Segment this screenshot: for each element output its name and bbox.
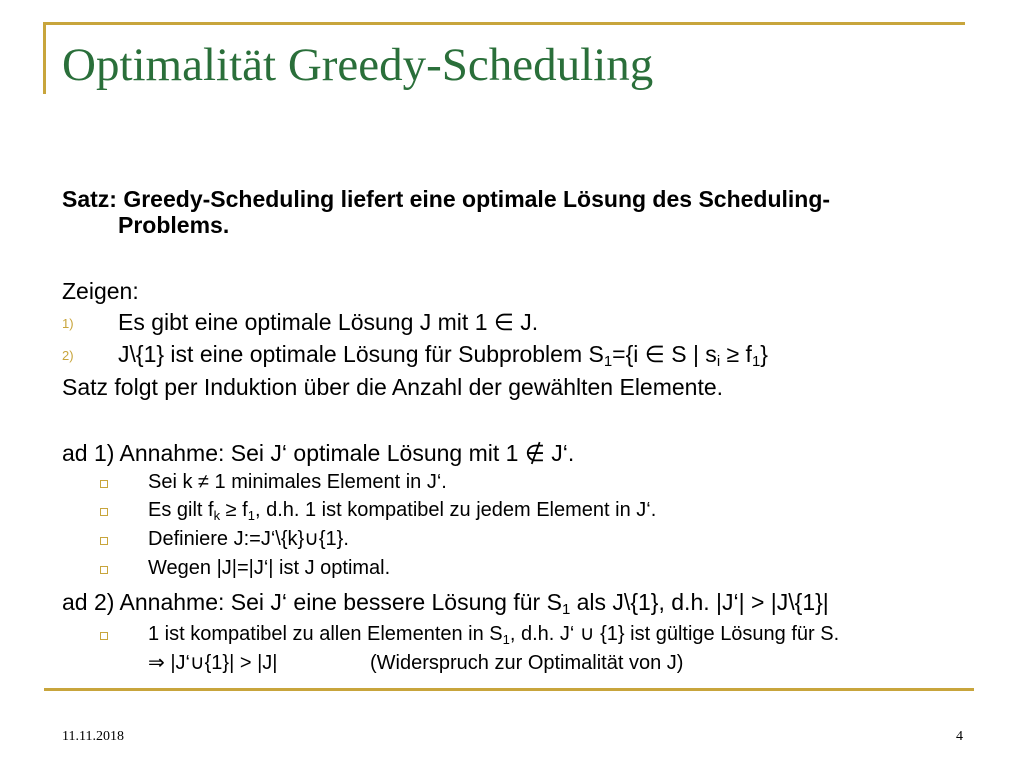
ad1-bullet-1: Sei k ≠ 1 minimales Element in J‘. — [148, 471, 447, 493]
footer-date: 11.11.2018 — [62, 729, 124, 744]
ad1-bullet-2-part3: , d.h. 1 ist kompatibel zu jedem Element in J‘. — [254, 499, 657, 521]
footer-rule — [44, 688, 974, 691]
ad1-bullet-4: Wegen |J|=|J‘| ist J optimal. — [148, 557, 391, 579]
satz-line-2: Problems. — [118, 212, 230, 238]
bullet-square-icon — [100, 566, 108, 574]
ad1-bullet-2-sub-1: 1 — [247, 508, 255, 523]
decorative-frame-horizontal — [43, 22, 965, 25]
bullet-square-icon — [100, 508, 108, 516]
list-item-2-part3: ≥ f — [720, 341, 752, 367]
ad1-bullet-2-sub-k: k — [213, 508, 221, 523]
footer-page-number: 4 — [956, 729, 963, 744]
bullet-square-icon — [100, 480, 108, 488]
ad1-bullet-2-part2: ≥ f — [220, 499, 248, 521]
ad1-bullet-2-part1: Es gilt f — [148, 499, 214, 521]
ad2-heading-part1: ad 2) Annahme: Sei J‘ eine bessere Lösung für S — [62, 589, 562, 615]
ad1-bullet-3: Definiere J:=J‘\{k}∪{1}. — [148, 528, 349, 550]
satz-line-1: Satz: Greedy-Scheduling liefert eine optimale Lösung des Scheduling- — [62, 186, 831, 212]
list-item-2-sub-f1: 1 — [751, 353, 761, 370]
list-item-2-part4: } — [760, 341, 768, 367]
bullet-square-icon — [100, 537, 108, 545]
satz-folgt: Satz folgt per Induktion über die Anzahl der gewählten Elemente. — [62, 374, 724, 400]
list-item-2-part2: ={i ∈ S | s — [612, 341, 717, 367]
list-item-1: Es gibt eine optimale Lösung J mit 1 ∈ J. — [118, 309, 539, 335]
list-item-2 — [118, 341, 768, 370]
list-marker-2: 2) — [62, 348, 74, 363]
zeigen-label: Zeigen: — [62, 278, 139, 304]
list-item-2-part1: J\{1} ist eine optimale Lösung für Subproblem S — [118, 341, 604, 367]
ad2-heading-part2: als J\{1}, d.h. |J‘| > |J\{1}| — [570, 589, 829, 615]
ad2-contradiction: (Widerspruch zur Optimalität von J) — [370, 652, 684, 674]
bullet-square-icon — [100, 632, 108, 640]
ad2-heading-sub: 1 — [561, 601, 571, 618]
ad2-conclusion: ⇒ |J‘∪{1}| > |J| — [148, 652, 278, 674]
ad2-bullet — [148, 621, 839, 647]
ad2-bullet-part1: 1 ist kompatibel zu allen Elementen in S — [148, 623, 503, 645]
ad1-bullet-2 — [148, 497, 656, 523]
list-item-2-sub-si: i — [716, 353, 721, 370]
list-marker-1: 1) — [62, 316, 74, 331]
decorative-frame-vertical — [43, 22, 46, 94]
ad1-heading: ad 1) Annahme: Sei J‘ optimale Lösung mit 1 ∉ J‘. — [62, 440, 575, 466]
slide-title: Optimalität Greedy-Scheduling — [62, 39, 654, 91]
ad2-bullet-part2: , d.h. J‘ ∪ {1} ist gültige Lösung für S. — [509, 623, 840, 645]
list-item-2-sub-s1: 1 — [603, 353, 613, 370]
ad2-heading — [62, 589, 829, 618]
ad2-bullet-sub: 1 — [502, 632, 510, 647]
